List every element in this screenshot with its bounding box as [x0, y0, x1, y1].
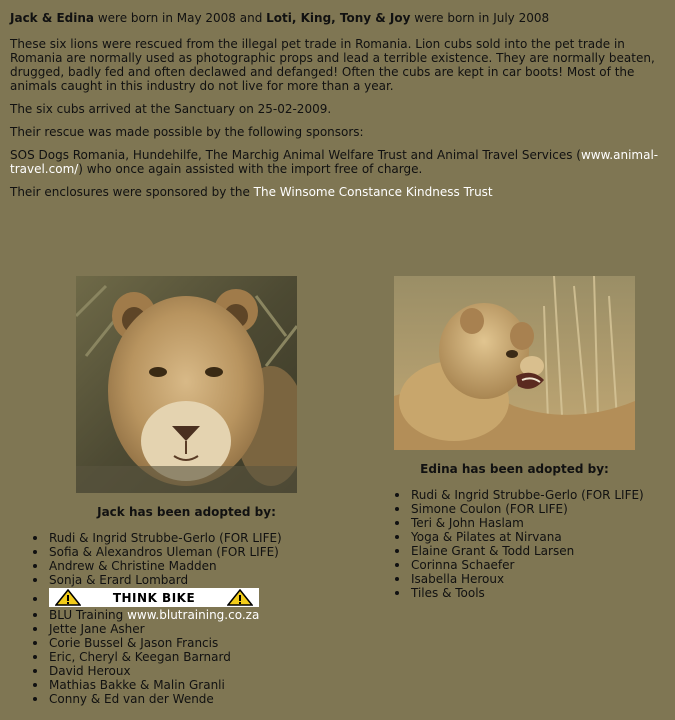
jack-photo	[76, 276, 297, 493]
intro-section	[10, 11, 660, 208]
list-item: Simone Coulon (FOR LIFE)	[394, 502, 644, 516]
list-item: Corie Bussel & Jason Francis	[32, 636, 282, 650]
enclosure-paragraph: Their enclosures were sponsored by the The Winsome Constance Kindness Trust	[10, 185, 493, 199]
warning-triangle-icon	[227, 589, 253, 606]
list-item: Sonja & Erard Lombard	[32, 573, 282, 587]
animal-travel-link[interactable]: www.animal-travel.com/	[10, 148, 659, 176]
edina-adopters-list	[394, 488, 644, 600]
list-item: Isabella Heroux	[394, 572, 644, 586]
think-bike-banner[interactable]	[49, 588, 259, 607]
list-item: Jette Jane Asher	[32, 622, 282, 636]
list-item: Corinna Schaefer	[394, 558, 644, 572]
think-bike-text: THINK BIKE	[112, 590, 196, 605]
warning-triangle-icon	[55, 589, 81, 606]
rescue-paragraph: These six lions were rescued from the illegal pet trade in Romania. Lion cubs sold into the pet trade in Romania are normally used as photographic props and lead a terrible existence. They are normally beaten, drugged, badly fed and often declawed and defanged! Often the cubs are kept in car boots! Most of the animals caught in this industry do not live for more than a year.	[10, 37, 655, 93]
jack-adopters-caption: Jack has been adopted by:	[97, 505, 276, 519]
list-item: Andrew & Christine Madden	[32, 559, 282, 573]
list-item: Sofia & Alexandros Uleman (FOR LIFE)	[32, 545, 282, 559]
lion-cub-image	[76, 276, 297, 493]
list-item: Rudi & Ingrid Strubbe-Gerlo (FOR LIFE)	[32, 531, 282, 545]
lion-cub-image	[394, 276, 635, 450]
sponsors-paragraph: SOS Dogs Romania, Hundehilfe, The Marchig Animal Welfare Trust and Animal Travel Services (www.animal-travel.com/) who once again assisted with the import free of charge.	[10, 148, 659, 176]
arrival-paragraph: The six cubs arrived at the Sanctuary on 25-02-2009.	[10, 102, 332, 116]
sponsors-intro: Their rescue was made possible by the following sponsors:	[10, 125, 364, 139]
winsome-trust-link[interactable]: The Winsome Constance Kindness Trust	[253, 185, 493, 199]
list-item: Rudi & Ingrid Strubbe-Gerlo (FOR LIFE)	[394, 488, 644, 502]
blutraining-link[interactable]: www.blutraining.co.za	[127, 608, 260, 622]
list-item: Yoga & Pilates at Nirvana	[394, 530, 644, 544]
list-item: Mathias Bakke & Malin Granli	[32, 678, 282, 692]
names-may: Jack & Edina	[10, 11, 95, 25]
edina-photo	[394, 276, 635, 450]
list-item	[32, 587, 282, 608]
list-item: Conny & Ed van der Wende	[32, 692, 282, 706]
list-item: Eric, Cheryl & Keegan Barnard	[32, 650, 282, 664]
jack-adopters-list	[32, 531, 282, 706]
list-item: Tiles & Tools	[394, 586, 644, 600]
edina-adopters-caption: Edina has been adopted by:	[420, 462, 609, 476]
list-item: David Heroux	[32, 664, 282, 678]
list-item: Elaine Grant & Todd Larsen	[394, 544, 644, 558]
list-item: Teri & John Haslam	[394, 516, 644, 530]
birth-info: Jack & Edina were born in May 2008 and Loti, King, Tony & Joy were born in July 2008	[10, 11, 550, 25]
names-july: Loti, King, Tony & Joy	[266, 11, 411, 25]
list-item: BLU Training www.blutraining.co.za	[32, 608, 282, 622]
